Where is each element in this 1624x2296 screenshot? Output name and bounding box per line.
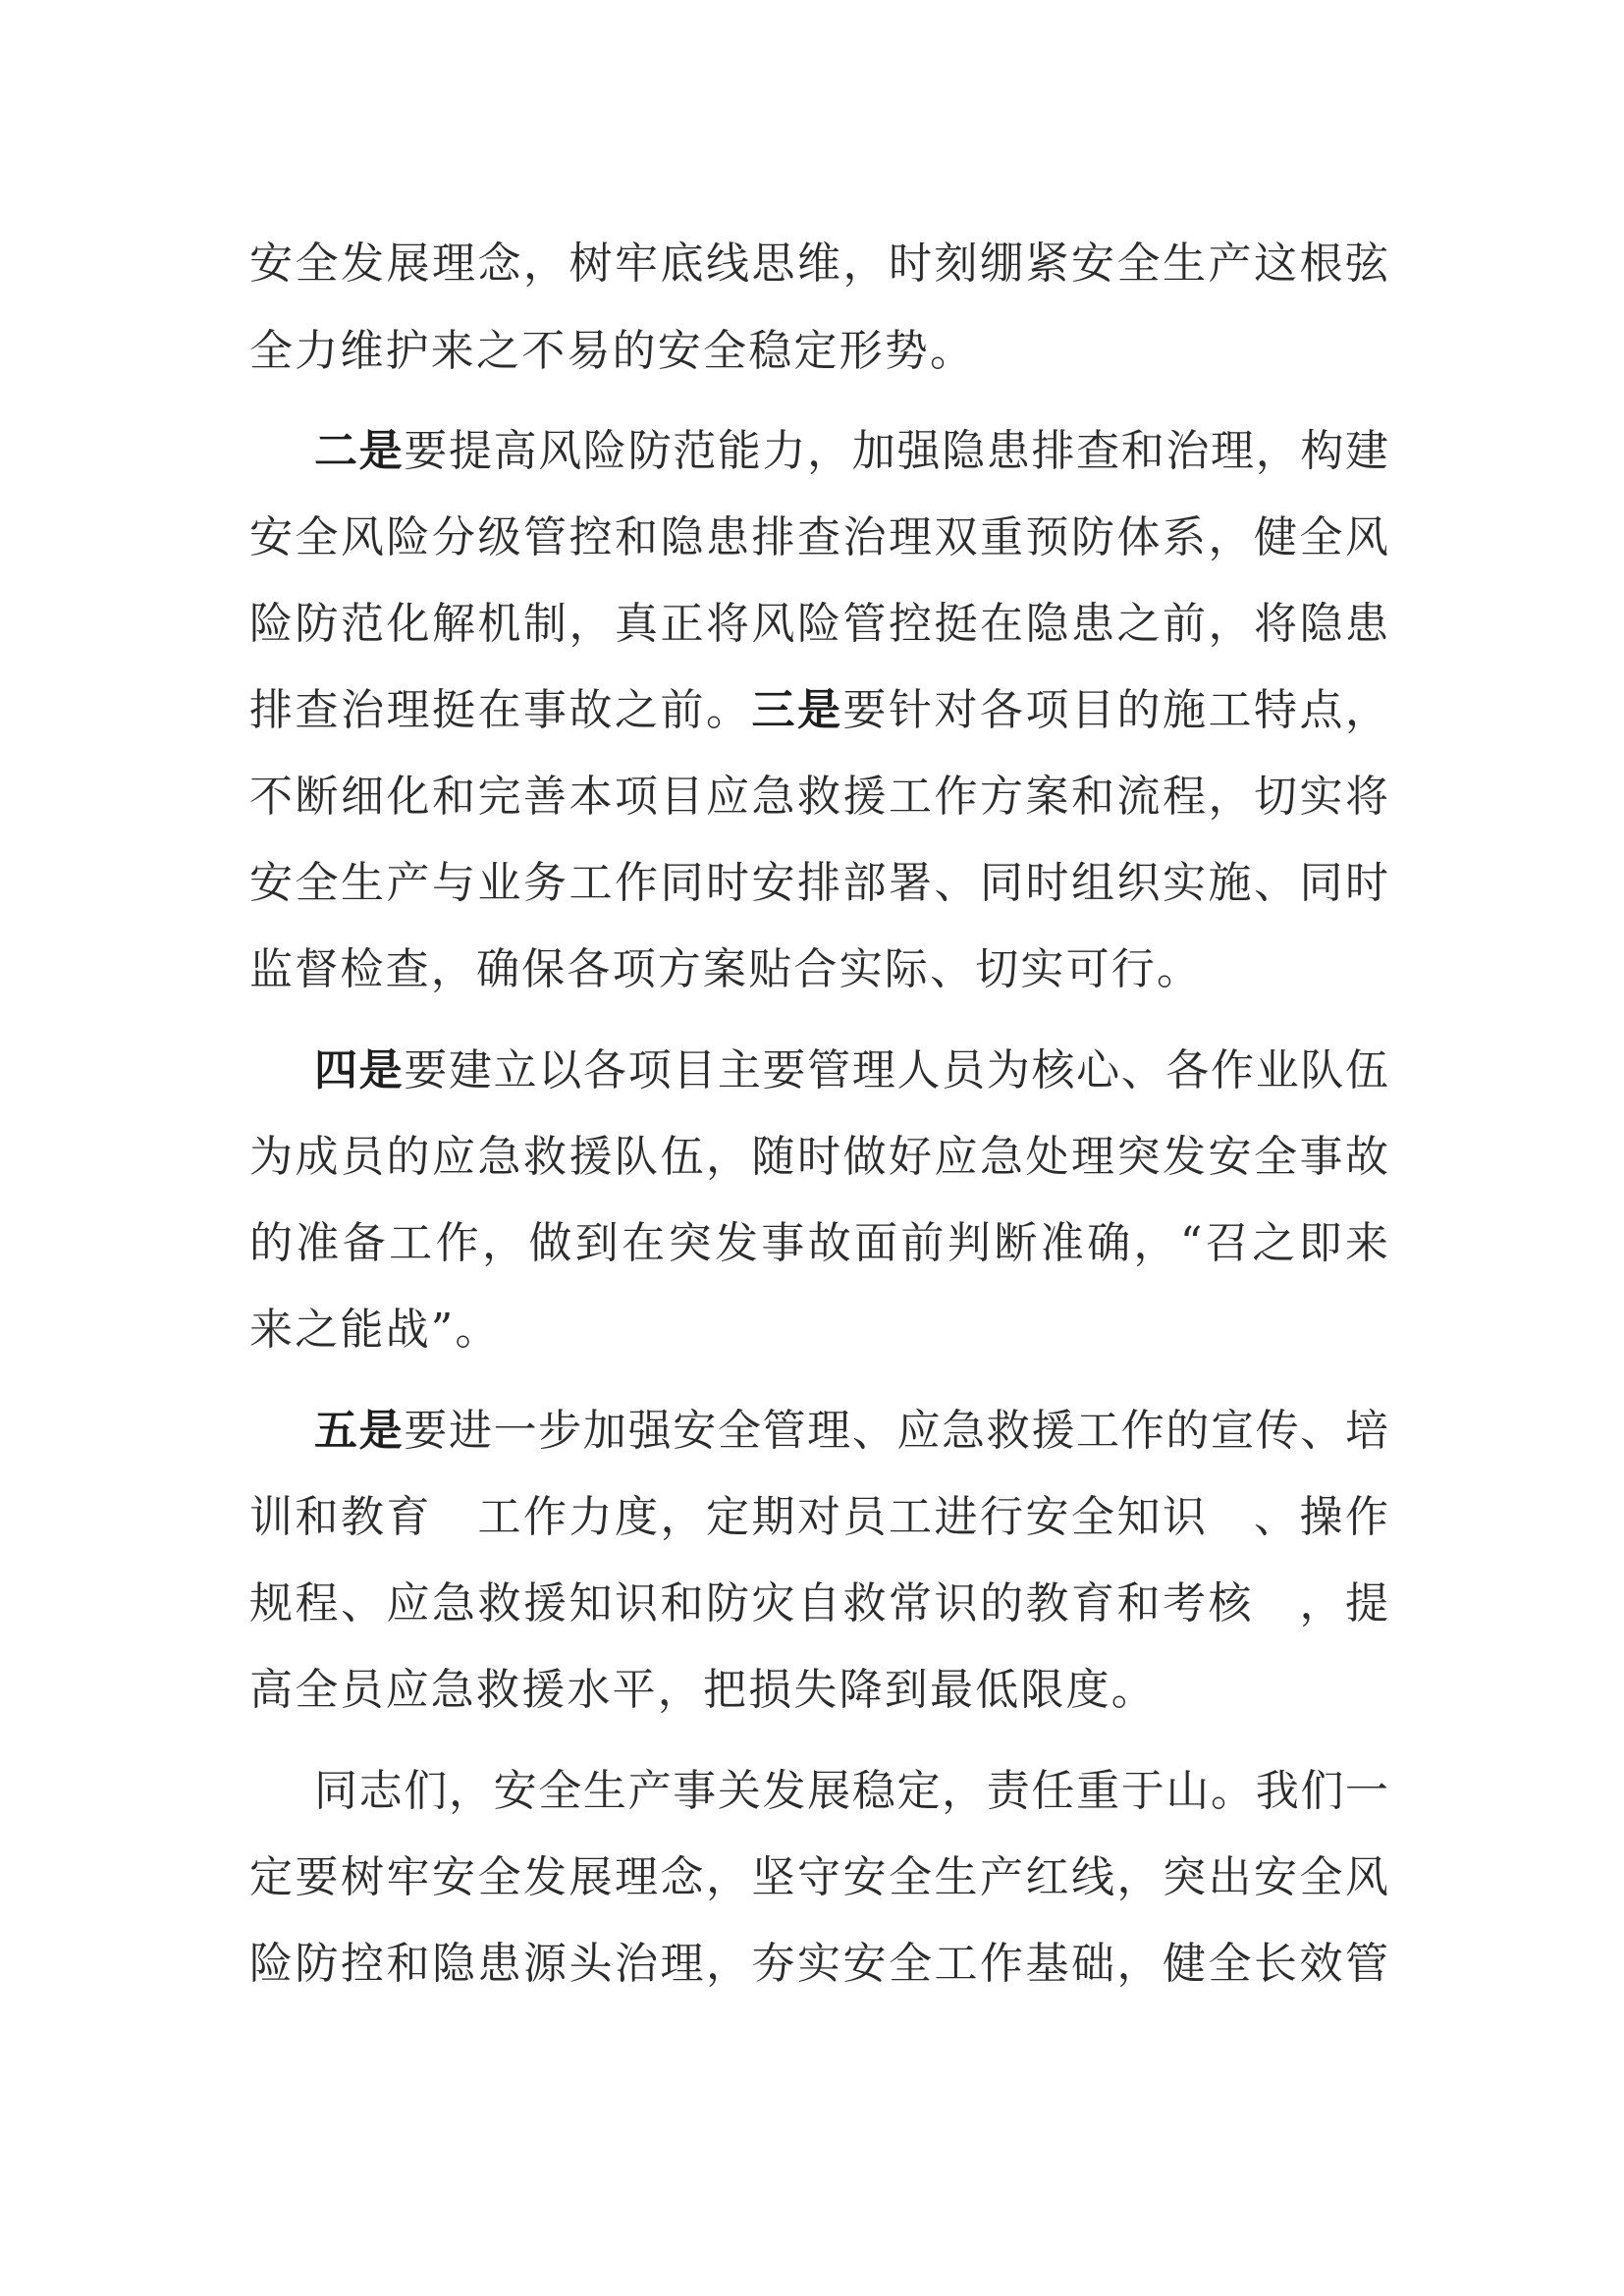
text-line <box>249 1114 1388 1201</box>
line-text: 定要树牢安全发展理念，坚守安全生产红线，突出安全风 <box>249 1852 1388 1902</box>
text-line <box>249 495 1388 581</box>
line-text: 要针对各项目的施工特点， <box>842 685 1388 735</box>
text-line <box>249 1561 1388 1647</box>
line-text: 安全生产与业务工作同时安排部署、同时组织实施、同时 <box>249 858 1388 908</box>
text-line <box>249 667 1388 754</box>
line-text: 规程、应急救援知识和防灾自救常识的教育和考核 ，提 <box>249 1578 1388 1629</box>
text-line <box>314 1388 1388 1474</box>
text-line <box>314 1748 1388 1835</box>
bold-lead: 四是 <box>314 1045 405 1095</box>
line-text: 全力维护来之不易的安全稳定形势。 <box>249 326 976 376</box>
text-line <box>249 1647 1388 1734</box>
text-line <box>249 927 1388 1013</box>
line-text: 安全风险分级管控和隐患排查治理双重预防体系，健全风 <box>249 512 1388 562</box>
bold-lead: 五是 <box>314 1406 405 1456</box>
text-line <box>314 408 1388 495</box>
line-text: 排查治理挺在事故之前。 <box>249 685 752 735</box>
line-text: 同志们，安全生产事关发展稳定，责任重于山。我们一 <box>314 1766 1388 1816</box>
text-line <box>249 308 1388 395</box>
bold-lead: 二是 <box>314 426 405 476</box>
text-line <box>249 1921 1388 2007</box>
text-line <box>314 1028 1388 1114</box>
text-line <box>249 1835 1388 1921</box>
line-text: 不断细化和完善本项目应急救援工作方案和流程，切实将 <box>249 772 1388 822</box>
line-text: 险防范化解机制，真正将风险管控挺在隐患之前，将隐患 <box>249 599 1388 649</box>
line-text: 来之能战”。 <box>249 1305 501 1355</box>
bold-lead: 三是 <box>751 685 843 735</box>
line-text: 安全发展理念，树牢底线思维，时刻绷紧安全生产这根弦 <box>249 239 1388 289</box>
line-text: 监督检查，确保各项方案贴合实际、切实可行。 <box>249 944 1203 994</box>
text-line <box>249 840 1388 927</box>
text-line <box>249 754 1388 840</box>
line-text: 要提高风险防范能力，加强隐患排查和治理，构建 <box>404 426 1389 476</box>
line-text: 的准备工作，做到在突发事故面前判断准确，“召之即来 <box>249 1218 1388 1268</box>
text-line <box>249 1201 1388 1287</box>
line-text: 高全员应急救援水平，把损失降到最低限度。 <box>249 1665 1157 1715</box>
line-text: 要进一步加强安全管理、应急救援工作的宣传、培 <box>404 1406 1389 1456</box>
text-line <box>249 221 1388 307</box>
line-text: 要建立以各项目主要管理人员为核心、各作业队伍 <box>404 1045 1389 1095</box>
line-text: 险防控和隐患源头治理，夯实安全工作基础，健全长效管 <box>249 1939 1388 1989</box>
line-text: 为成员的应急救援队伍，随时做好应急处理突发安全事故 <box>249 1132 1388 1182</box>
line-text: 训和教育 工作力度，定期对员工进行安全知识 、操作 <box>249 1492 1388 1542</box>
text-line <box>249 1474 1388 1561</box>
text-line <box>249 581 1388 667</box>
text-line <box>249 1287 1388 1373</box>
